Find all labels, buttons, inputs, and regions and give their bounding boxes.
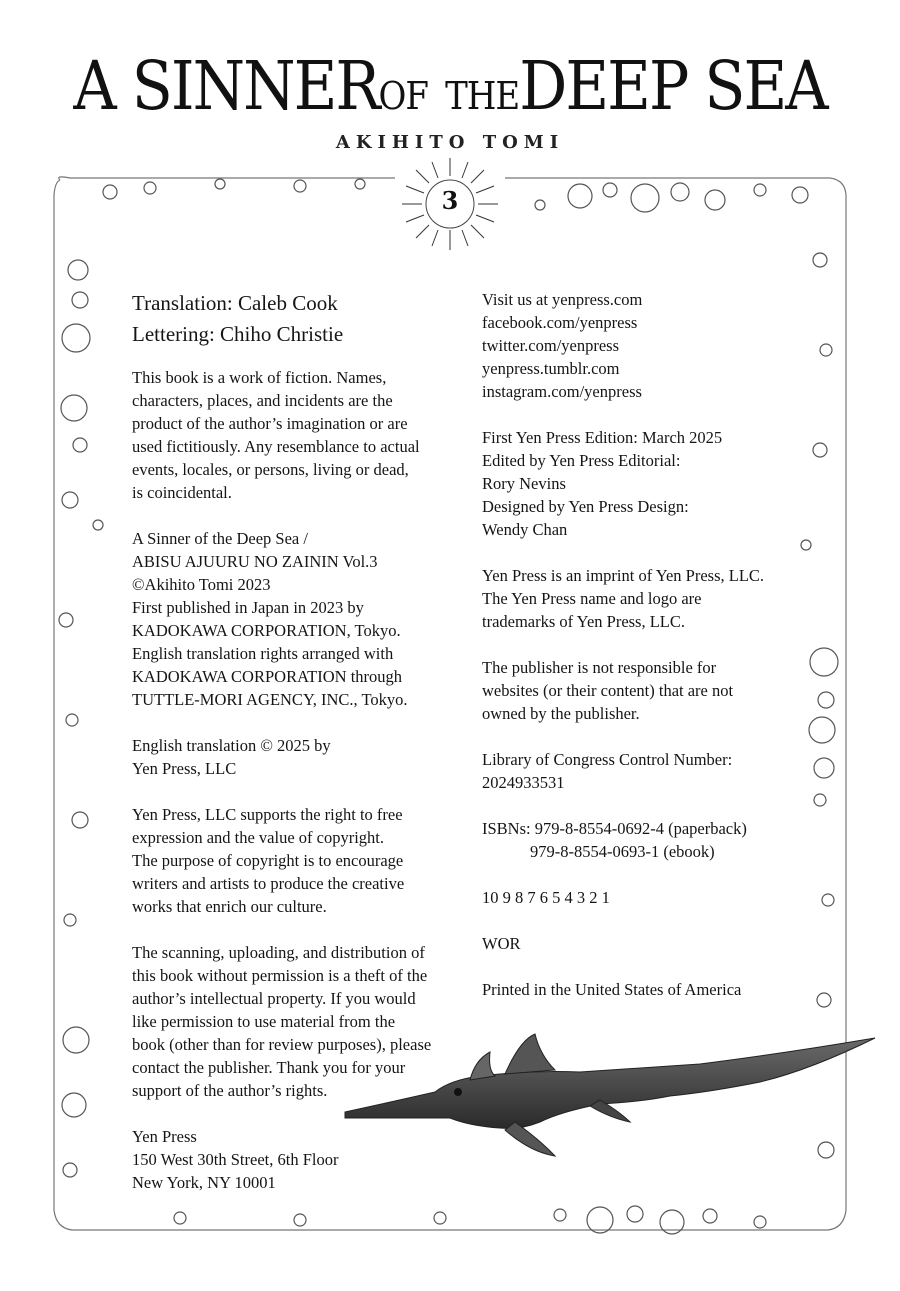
- title-word-of: OF: [378, 74, 429, 119]
- print-line: 10 9 8 7 6 5 4 3 2 1: [482, 888, 610, 907]
- author-name: AKIHITO TOMI: [335, 132, 565, 153]
- loc-number: Library of Congress Control Number: 2024933531: [482, 750, 733, 792]
- isbn-paperback: ISBNs: 979-8-8554-0692-4 (paperback): [482, 819, 747, 838]
- publisher-disclaimer: The publisher is not responsible for websites (or their content) that are not owned by the publisher.: [482, 658, 734, 723]
- printer-code: WOR: [482, 934, 521, 953]
- printed-location: Printed in the United States of America: [482, 980, 742, 999]
- isbn-ebook: 979-8-8554-0693-1 (ebook): [530, 842, 715, 861]
- scanning-notice: The scanning, uploading, and distribution of this book without permission is a theft of the author’s intellectual property. If you would like permission to use material from the book (other than for review purposes), please contact the publisher. Thank you for your support of the author’s rights.: [132, 943, 432, 1100]
- fiction-notice: This book is a work of fiction. Names, characters, places, and incidents are the product of the author’s imagination or are used fictitiously. Any resemblance to actual events, locales, or persons, living or dead, is coincidental.: [132, 368, 420, 502]
- web-links: Visit us at yenpress.com facebook.com/yenpress twitter.com/yenpress yenpress.tumblr.com instagram.com/yenpress: [482, 290, 643, 401]
- title-word-deep: DEEP: [519, 47, 688, 126]
- shark-illustration-icon: [340, 1030, 880, 1160]
- credits: Translation: Caleb Cook Lettering: Chiho Christie: [132, 291, 344, 346]
- original-publication: A Sinner of the Deep Sea / ABISU AJUURU NO ZAININ Vol.3 ©Akihito Tomi 2023 First published in Japan in 2023 by KADOKAWA CORPORATION, Tokyo. English translation rights arranged with KADOKAWA CORPORATION through TUTTLE-MORI AGENCY, INC., Tokyo.: [132, 529, 408, 709]
- volume-number: 3: [441, 186, 459, 215]
- imprint-info: Yen Press is an imprint of Yen Press, LLC. The Yen Press name and logo are trademarks of Yen Press, LLC.: [482, 566, 765, 631]
- title-word-the: THE: [445, 74, 520, 119]
- title-word-a: A: [73, 47, 115, 126]
- edition-info: First Yen Press Edition: March 2025 Edited by Yen Press Editorial: Rory Nevins Designed by Yen Press Design: Wendy Chan: [482, 428, 723, 539]
- right-column: [482, 288, 802, 1024]
- title-word-sea: SEA: [704, 47, 827, 126]
- publisher-address: Yen Press 150 West 30th Street, 6th Floor New York, NY 10001: [132, 1127, 339, 1192]
- isbn-block: [482, 817, 802, 863]
- translation-copyright: English translation © 2025 by Yen Press, LLC: [132, 736, 331, 778]
- title-word-sinner: SINNER: [131, 47, 379, 126]
- copyright-support: Yen Press, LLC supports the right to free expression and the value of copyright. The purpose of copyright is to encourage writers and artists to produce the creative works that enrich our culture.: [132, 805, 405, 916]
